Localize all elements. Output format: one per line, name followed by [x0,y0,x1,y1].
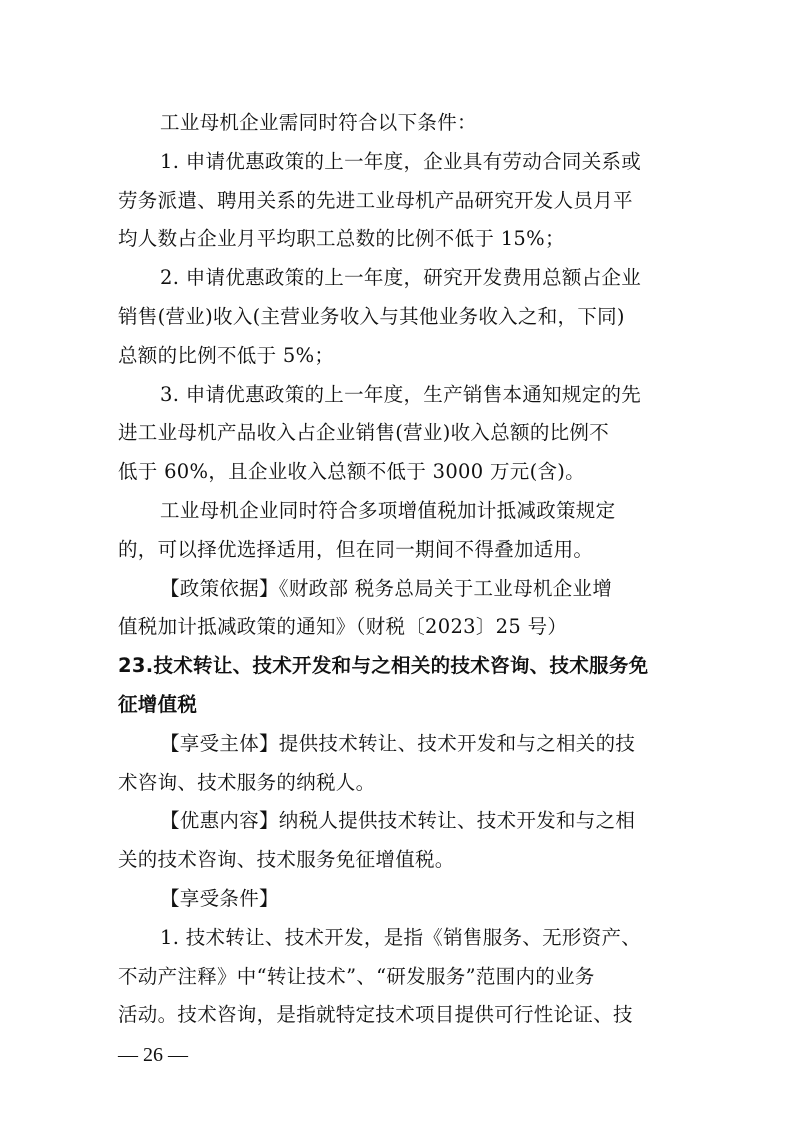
section-23-heading: 23.技术转让、技术开发和与之相关的技术咨询、技术服务免 [118,654,649,678]
condition-3-line: 进工业母机产品收入占企业销售(营业)收入总额的比例不 [118,421,610,445]
policy-basis-line: 值税加计抵减政策的通知》（财税〔2023〕25 号） [118,615,568,639]
policy-basis-line: 【政策依据】《财政部 税务总局关于工业母机企业增 [160,576,613,600]
definition-line: 1. 技术转让、技术开发，是指《销售服务、无形资产、 [160,925,642,949]
definition-line: 活动。技术咨询，是指就特定技术项目提供可行性论证、技 [118,1003,633,1027]
overlap-rule-line: 的，可以择优选择适用，但在同一期间不得叠加适用。 [118,537,594,561]
document-body [118,104,678,1035]
condition-3-line: 3. 申请优惠政策的上一年度，生产销售本通知规定的先 [160,382,642,406]
condition-1-line: 1. 申请优惠政策的上一年度，企业具有劳动合同关系或 [160,149,642,173]
overlap-rule-line: 工业母机企业同时符合多项增值税加计抵减政策规定 [160,498,616,522]
condition-1-line: 均人数占企业月平均职工总数的比例不低于 15%； [118,227,565,251]
beneficiary-line: 【享受主体】提供技术转让、技术开发和与之相关的技 [160,731,636,755]
condition-2-line: 2. 申请优惠政策的上一年度，研究开发费用总额占企业 [160,266,642,290]
benefit-content-line: 关的技术咨询、技术服务免征增值税。 [118,848,455,872]
condition-2-line: 总额的比例不低于 5%； [118,343,335,367]
condition-2-line: 销售(营业)收入(主营业务收入与其他业务收入之和，下同) [118,304,625,328]
beneficiary-line: 术咨询、技术服务的纳税人。 [118,770,376,794]
page-number: — 26 — [118,1044,188,1066]
definition-line: 不动产注释》中“转让技术”、“研发服务”范围内的业务 [118,964,595,988]
condition-1-line: 劳务派遣、聘用关系的先进工业母机产品研究开发人员月平 [118,188,633,212]
condition-3-line: 低于 60%，且企业收入总额不低于 3000 万元(含)。 [118,460,585,484]
paragraph-intro-line: 工业母机企业需同时符合以下条件： [160,111,477,134]
conditions-label: 【享受条件】 [160,886,279,910]
section-23-heading: 征增值税 [118,692,198,716]
benefit-content-line: 【优惠内容】纳税人提供技术转让、技术开发和与之相 [160,809,636,833]
